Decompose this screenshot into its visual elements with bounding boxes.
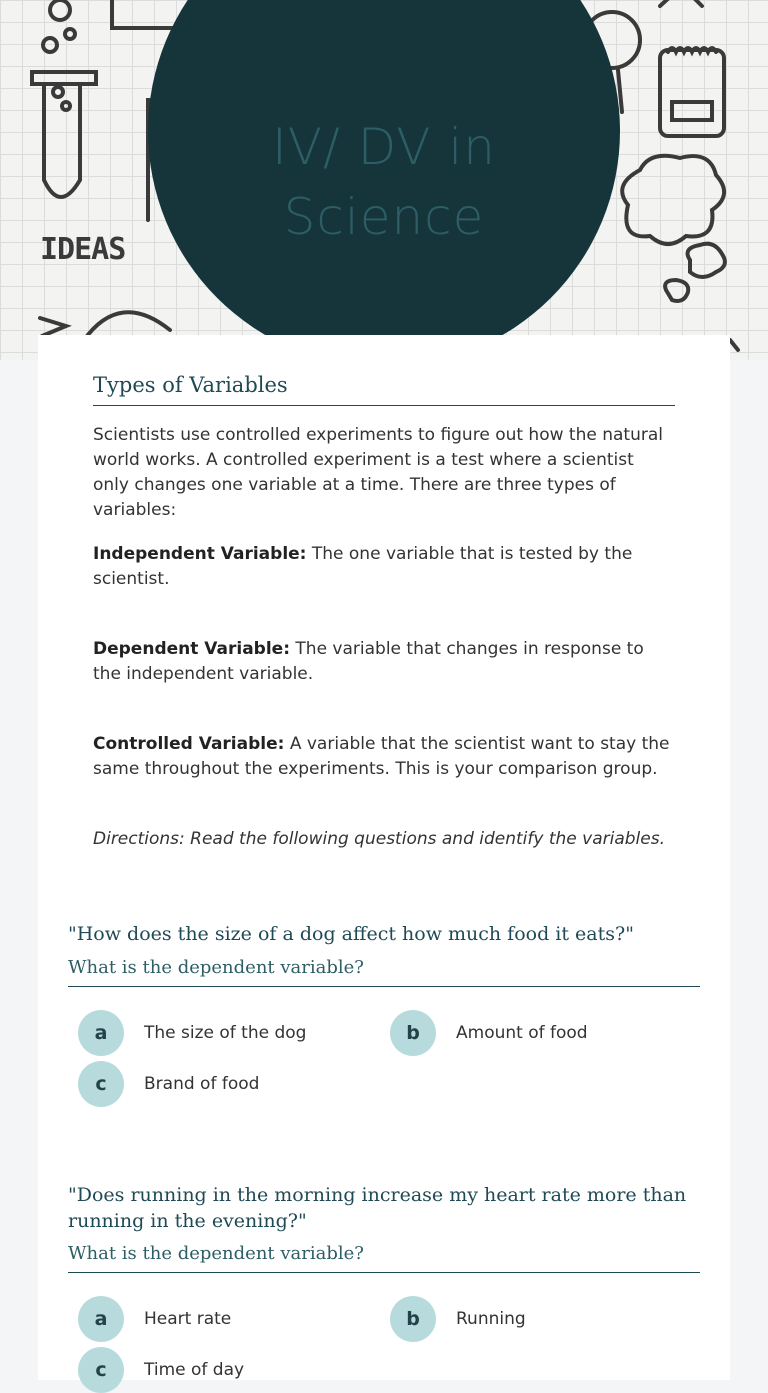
option-label: Running [456,1309,526,1329]
question-1-option-a[interactable] [78,1010,306,1056]
definition-controlled [93,732,673,782]
definition-term: Dependent Variable: [93,639,290,659]
option-label: The size of the dog [144,1023,307,1043]
option-letter-badge: c [78,1061,124,1107]
question-2-prompt: What is the dependent variable? [68,1243,700,1273]
question-1-prompt: What is the dependent variable? [68,957,700,987]
question-1-option-c[interactable] [78,1061,259,1107]
section-heading: Types of Variables [93,373,675,406]
header-banner [0,0,768,360]
option-letter-badge: c [78,1347,124,1393]
definition-text: The variable that changes in response to the independent variable. [93,639,644,684]
option-letter-badge: a [78,1010,124,1056]
option-label: Heart rate [144,1309,232,1329]
ideas-doodle-text: IDEAS [40,232,126,267]
definition-term: Controlled Variable: [93,734,285,754]
option-label: Amount of food [456,1023,588,1043]
option-label: Time of day [144,1360,245,1380]
option-letter-badge: a [78,1296,124,1342]
option-letter-badge: b [390,1010,436,1056]
page-title-line1: IV/ DV in [272,118,496,176]
page-title-line2: Science [283,188,485,246]
question-2-title: "Does running in the morning increase my heart rate more than running in the evening?" [68,1184,687,1232]
page-title [148,112,620,252]
definition-text: A variable that the scientist want to stay the same throughout the experiments. This is your comparison group. [93,734,670,779]
definition-independent [93,542,673,592]
option-letter-badge: b [390,1296,436,1342]
definition-dependent [93,637,673,687]
option-label: Brand of food [144,1074,260,1094]
intro-paragraph: Scientists use controlled experiments to figure out how the natural world works. A controlled experiment is a test where a scientist only changes one variable at a time. There are three types of variables: [93,425,663,520]
directions-text: Directions: Read the following questions and identify the variables. [93,829,665,849]
question-2-option-c[interactable] [78,1347,244,1393]
definition-term: Independent Variable: [93,544,307,564]
worksheet-card [38,335,730,1380]
question-2-option-b[interactable] [390,1296,526,1342]
question-1-option-b[interactable] [390,1010,588,1056]
definition-text: The one variable that is tested by the scientist. [93,544,633,589]
question-2-option-a[interactable] [78,1296,231,1342]
question-1-title: "How does the size of a dog affect how much food it eats?" [68,923,634,945]
